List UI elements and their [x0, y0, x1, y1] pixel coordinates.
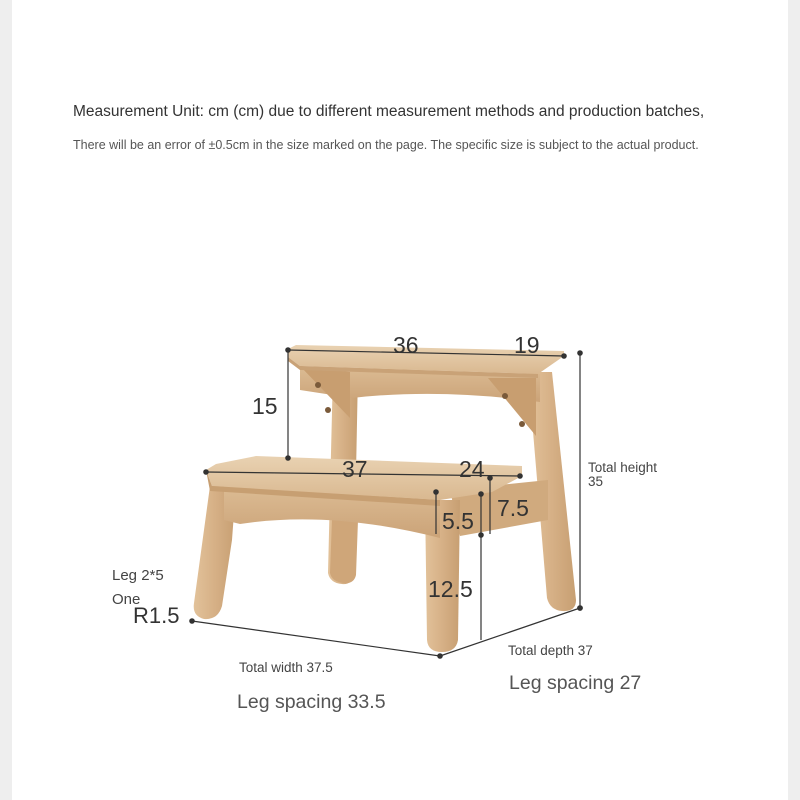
- step-gap-height-label: 15: [252, 393, 278, 419]
- total-width-label: Total width 37.5: [239, 660, 333, 675]
- leg-spacing-width-label: Leg spacing 33.5: [237, 691, 386, 713]
- bottom-step-depth-label: 24: [459, 456, 485, 482]
- lower-leg-height-label: 12.5: [428, 576, 473, 602]
- leg-spacing-depth-label: Leg spacing 27: [509, 672, 642, 694]
- total-height-value: 35: [588, 474, 604, 489]
- total-depth-label: Total depth 37: [508, 643, 593, 658]
- measurement-error-notice: There will be an error of ±0.5cm in the size marked on the page. The specific size is subject to the actual product.: [73, 138, 699, 152]
- apron-right-height-label: 7.5: [497, 495, 529, 521]
- top-step-width-label: 36: [393, 332, 419, 358]
- top-step-depth-label: 19: [514, 332, 540, 358]
- measurement-unit-notice: Measurement Unit: cm (cm) due to different measurement methods and production batches,: [73, 103, 705, 120]
- upper-right-bracket: [488, 378, 536, 436]
- bottom-step-width-label: 37: [342, 456, 368, 482]
- total-height-label: Total height: [588, 460, 658, 475]
- leg-size-sub-label: One: [112, 591, 141, 608]
- corner-radius-label: R1.5: [133, 603, 180, 628]
- apron-left-height-label: 5.5: [442, 508, 474, 534]
- leg-size-label: Leg 2*5: [112, 567, 164, 584]
